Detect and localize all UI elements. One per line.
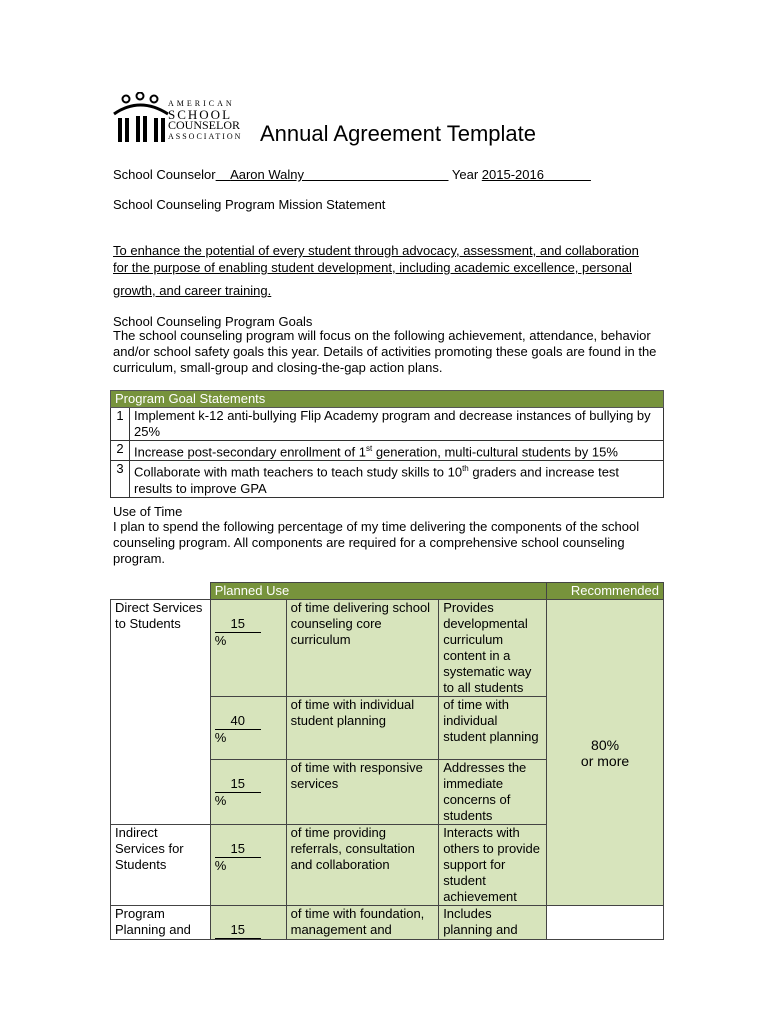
recommended-value: 80% — [591, 736, 620, 753]
description-cell: Provides developmental curriculum content in a systematic way to all students — [439, 600, 547, 697]
goal-text — [130, 461, 664, 497]
table-row — [111, 600, 664, 697]
percent-cell — [210, 697, 286, 760]
mission-text-line-2: for the purpose of enabling student development, including academic excellence, personal — [113, 260, 632, 275]
percent-cell — [210, 600, 286, 697]
description-cell: of time with individual student planning — [439, 697, 547, 760]
activity-cell: of time with foundation, management and — [286, 906, 439, 940]
percent-input[interactable]: 15 — [215, 922, 261, 939]
activity-cell: of time with individual student planning — [286, 697, 439, 760]
activity-cell: of time delivering school counseling core curriculum — [286, 600, 439, 697]
activity-cell: of time with responsive services — [286, 760, 439, 825]
logo-line-4: ASSOCIATION — [168, 132, 243, 141]
year-value[interactable] — [482, 167, 591, 182]
counselor-value[interactable] — [216, 167, 449, 182]
description-cell: Interacts with others to provide support for student achievement — [439, 825, 547, 906]
logo-line-1: AMERICAN — [168, 99, 235, 108]
goal-statements-table — [110, 390, 664, 498]
goal-number: 2 — [111, 441, 130, 461]
header-spacer — [111, 583, 211, 600]
planned-use-table — [110, 582, 664, 940]
goals-table-header: Program Goal Statements — [111, 391, 664, 408]
goal-text-part: Increase post-secondary enrollment of 1 — [134, 444, 366, 460]
percent-cell — [210, 906, 286, 940]
logo-line-3: COUNSELOR — [168, 118, 241, 132]
goal-number: 1 — [111, 408, 130, 441]
category-cell: Program Planning and — [111, 906, 211, 940]
use-of-time-heading: Use of Time — [113, 504, 183, 519]
percent-input[interactable]: 15 — [215, 841, 261, 858]
goals-intro-text: The school counseling program will focus on the following achievement, attendance, behavior and/or school safety goals this year. Details of activities promoting these goals are found in the curriculum, small-group and closing-the-gap action plans. — [113, 328, 657, 375]
activity-cell: of time providing referrals, consultation and collaboration — [286, 825, 439, 906]
percent-input[interactable]: 15 — [215, 616, 261, 633]
table-row — [111, 461, 664, 497]
percent-input[interactable]: 40 — [215, 713, 261, 730]
use-of-time-text: I plan to spend the following percentage of my time delivering the components of the school counseling program. All components are required for a comprehensive school counseling program. — [113, 519, 640, 566]
mission-text-line-3: growth, and career training. — [113, 283, 272, 298]
counselor-name: Aaron Walny — [230, 167, 305, 182]
goals-heading: School Counseling Program Goals — [113, 314, 313, 329]
percent-cell — [210, 825, 286, 906]
goal-text-part: Collaborate with math teachers to teach study skills to 10 — [134, 464, 463, 480]
goal-text — [130, 441, 664, 461]
description-cell: Includes planning and — [439, 906, 547, 940]
page-title: Annual Agreement Template — [260, 121, 536, 146]
logo-line-2: SCHOOL — [168, 107, 233, 122]
goal-text-part: graders and increase test results to improve GPA — [134, 464, 620, 496]
recommended-value-cell — [547, 600, 664, 906]
mission-text-line-1: To enhance the potential of every student through advocacy, assessment, and collaboration — [113, 243, 639, 258]
mission-heading: School Counseling Program Mission Statement — [113, 197, 386, 212]
counselor-label: School Counselor — [113, 167, 216, 182]
percent-symbol: % — [214, 793, 227, 808]
table-row — [111, 408, 664, 441]
recommended-header: Recommended — [547, 583, 664, 600]
asca-logo-mark-icon — [112, 92, 172, 146]
counselor-line — [113, 166, 591, 183]
goal-text-superscript: st — [365, 444, 373, 453]
category-cell: Indirect Services for Students — [111, 825, 211, 906]
year-label: Year — [451, 167, 479, 182]
percent-symbol: % — [214, 730, 227, 745]
asca-logo — [112, 92, 257, 146]
description-cell: Addresses the immediate concerns of students — [439, 760, 547, 825]
goal-text: Implement k-12 anti-bullying Flip Academy program and decrease instances of bullying by 25% — [130, 408, 664, 441]
percent-symbol: % — [214, 633, 227, 648]
goal-text-part: generation, multi-cultural students by 15% — [372, 444, 618, 460]
planned-use-header: Planned Use — [210, 583, 546, 600]
table-row — [111, 441, 664, 461]
recommended-value-note: or more — [580, 752, 630, 769]
goal-text-superscript: th — [462, 464, 469, 474]
percent-symbol: % — [214, 858, 227, 873]
percent-cell — [210, 760, 286, 825]
category-cell: Direct Services to Students — [111, 600, 211, 825]
goal-number: 3 — [111, 461, 130, 497]
year-text: 2015-2016 — [481, 167, 544, 182]
table-row — [111, 906, 664, 940]
percent-input[interactable]: 15 — [215, 776, 261, 793]
recommended-empty-cell — [547, 906, 664, 940]
